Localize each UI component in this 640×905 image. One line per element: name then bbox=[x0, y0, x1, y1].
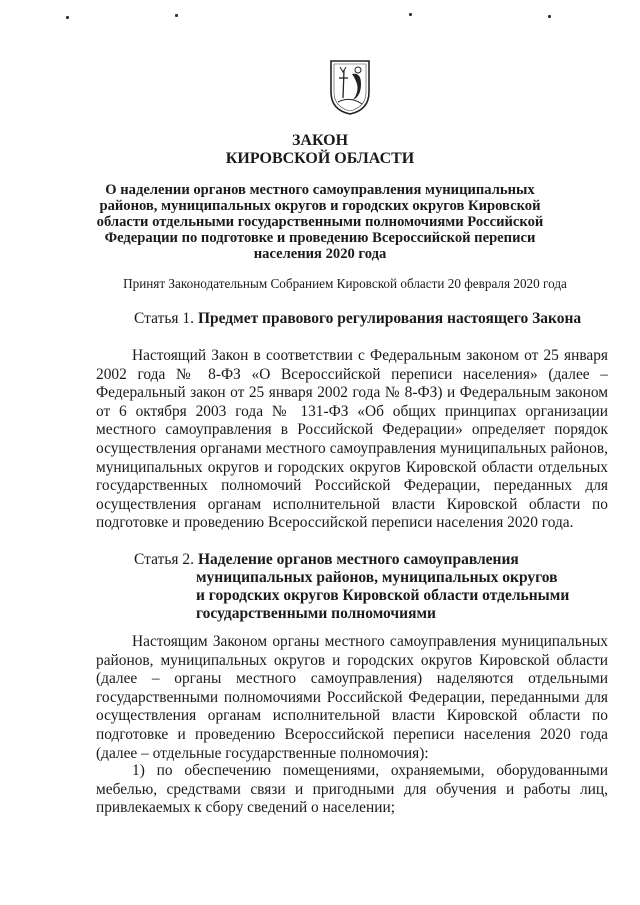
scan-dot bbox=[66, 16, 69, 19]
law-subtitle: О наделении органов местного самоуправления муниципальных районов, муниципальных округов и городских округов Кировской области отдельными государственными полномочиями Российской Федерации по подготовке и проведению Всероссийской переписи населения 2020 года bbox=[96, 182, 544, 262]
region-name: КИРОВСКОЙ ОБЛАСТИ bbox=[225, 150, 415, 167]
kirov-coat-of-arms-icon bbox=[328, 58, 372, 116]
article-2-heading bbox=[134, 551, 519, 569]
scan-dot bbox=[409, 13, 412, 16]
article-2-title-line1: Наделение органов местного самоуправления bbox=[197, 551, 519, 568]
article-1-text: Настоящий Закон в соответствии с Федеральным законом от 25 января 2002 года № 8-ФЗ «О Всероссийской переписи населения» (далее – Федеральный закон от 25 января 2002 года № 8-ФЗ) и Федеральным законом от 6 октября 2003 года № 131-ФЗ «Об общих принципах организации местного самоуправления в Российской Федерации» определяет порядок осуществления органами местного самоуправления муниципальных районов, муниципальных округов и городских округов Кировской области отдельных государственных полномочий Российской Федерации, переданных для осуществления органам исполнительной власти Кировской области по подготовке и проведению Всероссийской переписи населения 2020 года. bbox=[96, 347, 608, 532]
adoption-line: Принят Законодательным Собранием Кировской области 20 февраля 2020 года bbox=[123, 276, 567, 291]
article-1-heading bbox=[134, 310, 581, 328]
article-2-number: Статья 2. bbox=[134, 551, 195, 568]
scan-dot bbox=[175, 14, 178, 17]
scan-dot bbox=[548, 15, 551, 18]
article-2-title-rest: муниципальных районов, муниципальных округов и городских округов Кировской области отдельными государственными полномочиями bbox=[196, 569, 570, 622]
law-label: ЗАКОН bbox=[291, 132, 349, 149]
article-2-text: Настоящим Законом органы местного самоуправления муниципальных районов, муниципальных округов и городских округов Кировской области (далее – органы местного самоуправления) наделяются отдельными государственными полномочиями Российской Федерации, переданными для осуществления органам исполнительной власти Кировской области по подготовке и проведению Всероссийской переписи населения 2020 года (далее – отдельные государственные полномочия): bbox=[96, 633, 608, 762]
article-2-item-1: 1) по обеспечению помещениями, охраняемыми, оборудованными мебелью, средствами связи и пригодными для обучения и работы лиц, привлекаемых к сбору сведений о населении; bbox=[96, 762, 608, 817]
article-1-title: Предмет правового регулирования настоящего Закона bbox=[197, 310, 582, 327]
law-heading bbox=[90, 132, 550, 168]
article-1-number: Статья 1. bbox=[134, 310, 195, 327]
